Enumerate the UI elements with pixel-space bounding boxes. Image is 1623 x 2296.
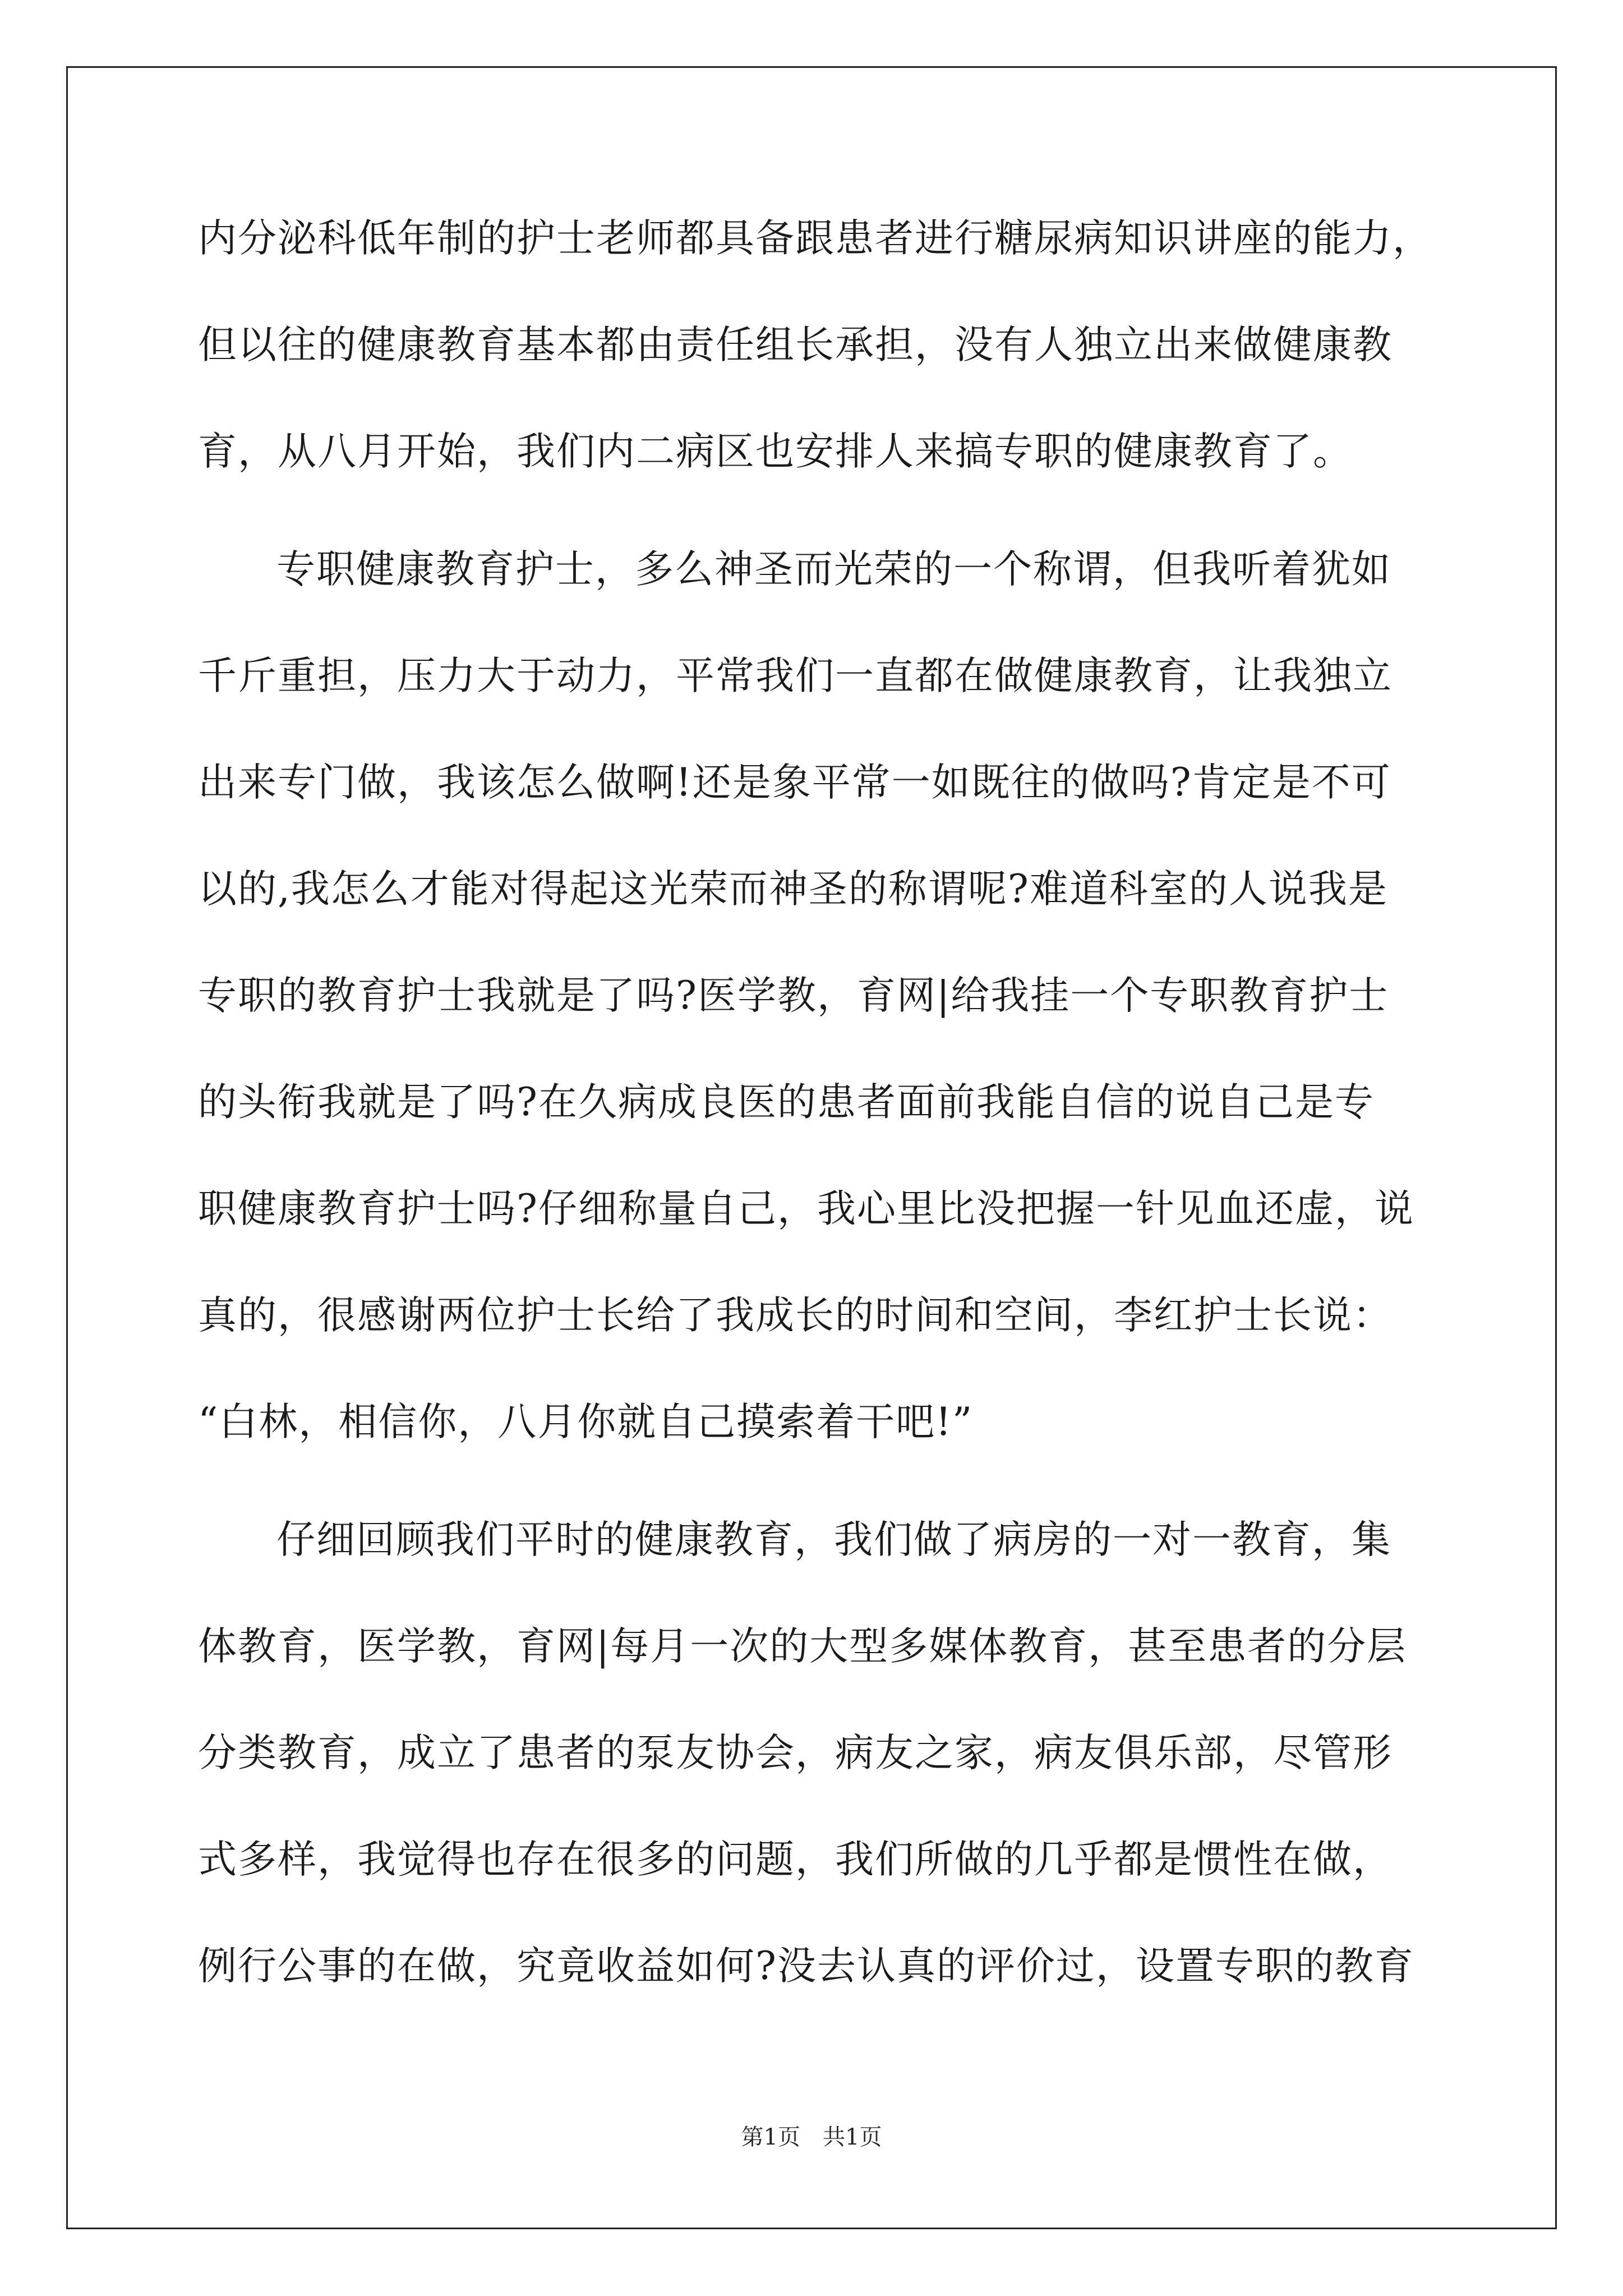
- text-line: 但以往的健康教育基本都由责任组长承担，没有人独立出来做健康教: [198, 323, 1393, 367]
- text-line: 式多样，我觉得也存在很多的问题，我们所做的几乎都是惯性在做，: [198, 1837, 1393, 1882]
- text-line: 以的,我怎么才能对得起这光荣而神圣的称谓呢?难道科室的人说我是: [198, 867, 1388, 912]
- page-number: 第1页: [741, 2124, 800, 2150]
- page-footer: [0, 2120, 1623, 2154]
- text-line: 体教育，医学教，育网|每月一次的大型多媒体教育，甚至患者的分层: [198, 1624, 1407, 1669]
- text-line: “白林，相信你，八月你就自己摸索着干吧!”: [198, 1400, 974, 1444]
- paragraph-first-line: 专职健康教育护士，多么神圣而光荣的一个称谓，但我听着犹如: [276, 547, 1391, 592]
- text-line: 专职的教育护士我就是了吗?医学教，育网|给我挂一个专职教育护士: [198, 973, 1389, 1018]
- text-line: 真的，很感谢两位护士长给了我成长的时间和空间，李红护士长说：: [198, 1293, 1393, 1338]
- text-line: 职健康教育护士吗?仔细称量自己，我心里比没把握一针见血还虚，说: [198, 1186, 1414, 1231]
- text-line: 分类教育，成立了患者的泵友协会，病友之家，病友俱乐部，尽管形: [198, 1731, 1393, 1775]
- text-line: 的头衔我就是了吗?在久病成良医的患者面前我能自信的说自己是专: [198, 1080, 1375, 1125]
- text-line: 千斤重担，压力大于动力，平常我们一直都在做健康教育，让我独立: [198, 654, 1393, 698]
- text-line: 例行公事的在做，究竟收益如何?没去认真的评价过，设置专职的教育: [198, 1944, 1414, 1989]
- text-line: 出来专门做，我该怎么做啊!还是象平常一如既往的做吗?肯定是不可: [198, 760, 1391, 805]
- page-total: 共1页: [823, 2124, 882, 2150]
- paragraph-first-line: 仔细回顾我们平时的健康教育，我们做了病房的一对一教育，集: [276, 1517, 1391, 1562]
- text-line: 育，从八月开始，我们内二病区也安排人来搞专职的健康教育了。: [198, 429, 1353, 474]
- page-border: [66, 66, 1557, 2229]
- text-line: 内分泌科低年制的护士老师都具备跟患者进行糖尿病知识讲座的能力，: [198, 216, 1432, 261]
